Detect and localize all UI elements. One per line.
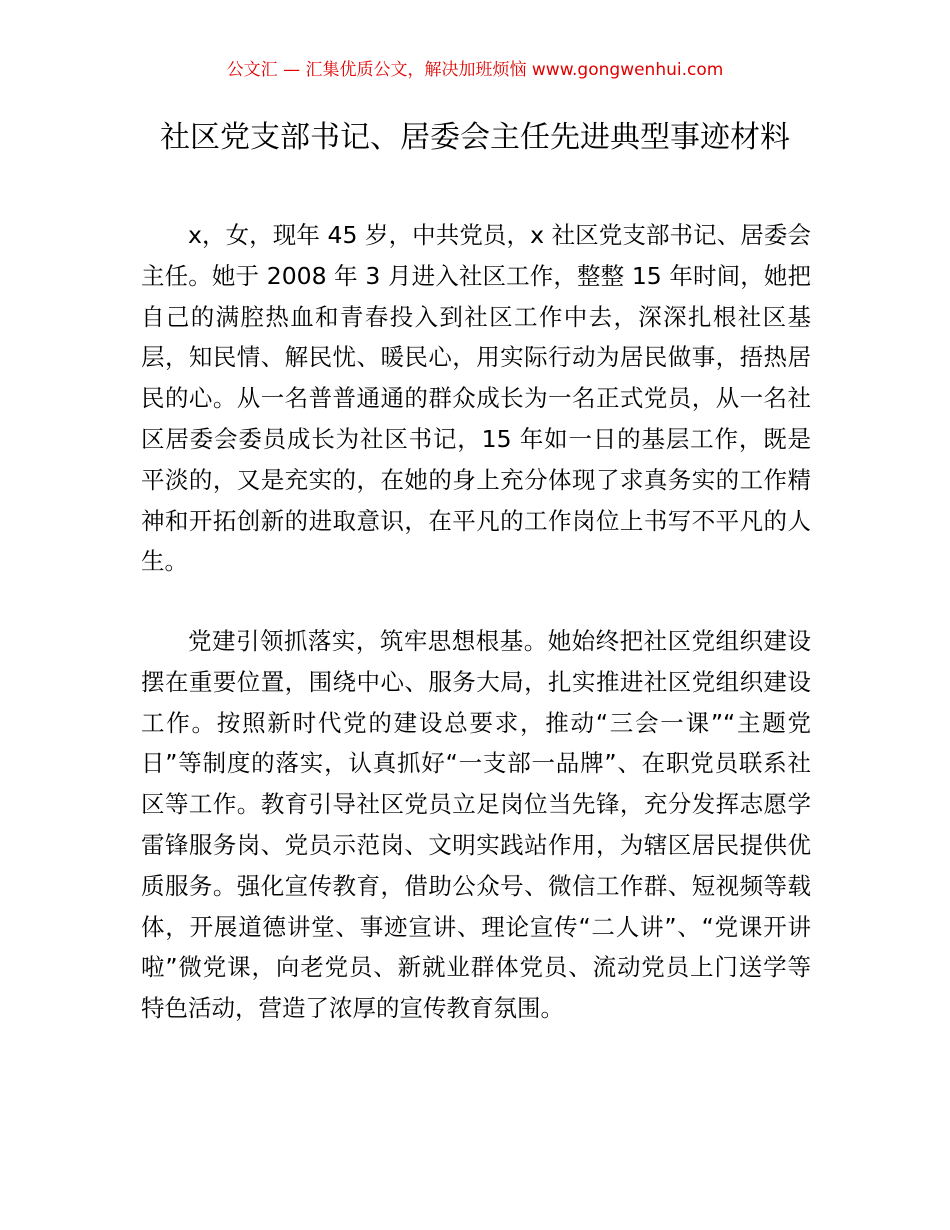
document-title: 社区党支部书记、居委会主任先进典型事迹材料 [160,120,790,155]
paragraph-intro: x，女，现年 45 岁，中共党员，x 社区党支部书记、居委会主任。她于 2008 年 3 月进入社区工作，整整 15 年时间，她把自己的满腔热血和青春投入到社区工作中去，深深扎根社区基层，知民情、解民忧、暖民心，用实际行动为居民做事，捂热居民的心。从一名普普通通的群众成长为一名正式党员，从一名社区居委会委员成长为社区书记，15 年如一日的基层工作，既是平淡的，又是充实的，在她的身上充分体现了求真务实的工作精神和开拓创新的进取意识，在平凡的工作岗位上书写不平凡的人生。 [141,221,811,576]
paragraph-party-building: 党建引领抓落实，筑牢思想根基。她始终把社区党组织建设摆在重要位置，围绕中心、服务大局，扎实推进社区党组织建设工作。按照新时代党的建设总要求，推动“三会一课”“主题党日”等制度的落实，认真抓好“一支部一品牌”、在职党员联系社区等工作。教育引导社区党员立足岗位当先锋，充分发挥志愿学雷锋服务岗、党员示范岗、文明实践站作用，为辖区居民提供优质服务。强化宣传教育，借助公众号、微信工作群、短视频等载体，开展道德讲堂、事迹宣讲、理论宣传“二人讲”、“党课开讲啦”微党课，向老党员、新就业群体党员、流动党员上门送学等特色活动，营造了浓厚的宣传教育氛围。 [141,627,811,1023]
header-banner: 公文汇 — 汇集优质公文，解决加班烦恼 www.gongwenhui.com [226,60,724,80]
